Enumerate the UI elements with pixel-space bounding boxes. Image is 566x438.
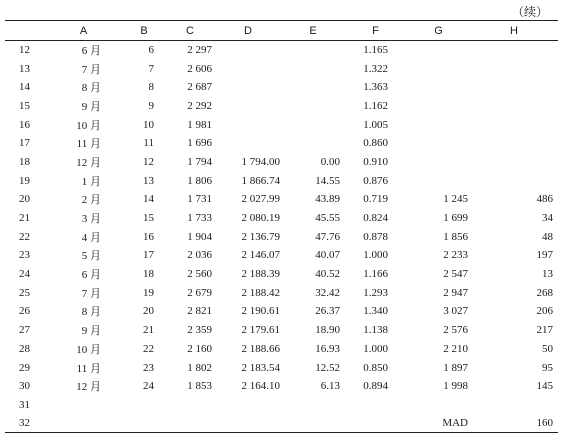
row-number-cell: 15 [19, 99, 30, 112]
cell-g [407, 115, 470, 134]
cell-c: 2 821 [187, 305, 212, 318]
cell-h: 48 [542, 230, 553, 243]
cell-d: 1 794.00 [241, 155, 280, 168]
cell-e [282, 78, 344, 97]
cell-a: 9 月 [81, 100, 101, 113]
cell-f: 1.005 [363, 118, 388, 131]
cell-e: 6.13 [320, 380, 340, 393]
row-number-cell: 22 [19, 230, 30, 243]
row-number-cell: 12 [19, 44, 30, 57]
cell-d: 2 190.61 [241, 305, 280, 318]
table-row [5, 227, 558, 246]
cell-c: 1 696 [187, 137, 212, 150]
cell-e: 40.52 [315, 268, 340, 281]
table-row [5, 153, 558, 172]
cell-e: 16.93 [315, 342, 340, 355]
table-row [5, 283, 558, 302]
cell-d: 2 164.10 [241, 380, 280, 393]
cell-e [282, 414, 344, 433]
cell-e [282, 134, 344, 153]
cell-h [470, 171, 558, 190]
cell-g [407, 41, 470, 60]
cell-f: 1.000 [363, 342, 388, 355]
cell-g: MAD [442, 417, 468, 430]
cell-d: 2 188.66 [241, 342, 280, 355]
cell-g: 2 547 [443, 268, 468, 281]
column-header-f: F [372, 24, 379, 37]
row-number-cell: 29 [19, 361, 30, 374]
cell-g: 2 210 [443, 342, 468, 355]
cell-a: 6 月 [81, 269, 101, 282]
cell-h: 217 [536, 324, 553, 337]
cell-d: 2 080.19 [241, 212, 280, 225]
cell-a: 8 月 [81, 82, 101, 95]
cell-d [214, 41, 282, 60]
cell-f: 0.894 [363, 380, 388, 393]
row-number-cell: 23 [19, 249, 30, 262]
cell-c: 2 606 [187, 62, 212, 75]
cell-d [214, 396, 282, 415]
cell-f: 1.138 [363, 324, 388, 337]
cell-g: 2 233 [443, 249, 468, 262]
cell-c: 2 297 [187, 44, 212, 57]
cell-g: 1 699 [443, 212, 468, 225]
cell-g: 1 245 [443, 193, 468, 206]
cell-g [407, 78, 470, 97]
cell-f: 1.166 [363, 268, 388, 281]
cell-f: 0.719 [363, 193, 388, 206]
row-number-cell: 25 [19, 286, 30, 299]
cell-a: 3 月 [81, 213, 101, 226]
cell-b: 19 [143, 286, 154, 299]
cell-g [407, 171, 470, 190]
cell-h [470, 396, 558, 415]
cell-c: 2 560 [187, 268, 212, 281]
cell-c: 1 904 [187, 230, 212, 243]
cell-h: 145 [536, 380, 553, 393]
cell-d: 2 183.54 [241, 361, 280, 374]
cell-f: 1.162 [363, 99, 388, 112]
cell-a [45, 414, 122, 433]
cell-c: 1 806 [187, 174, 212, 187]
cell-f: 1.322 [363, 62, 388, 75]
cell-c: 1 731 [187, 193, 212, 206]
cell-e: 26.37 [315, 305, 340, 318]
cell-f: 0.824 [363, 212, 388, 225]
row-number-cell: 14 [19, 81, 30, 94]
cell-g [407, 134, 470, 153]
cell-f: 1.363 [363, 81, 388, 94]
row-number-cell: 19 [19, 174, 30, 187]
row-number-cell: 13 [19, 62, 30, 75]
cell-a: 9 月 [81, 325, 101, 338]
cell-a: 1 月 [81, 175, 101, 188]
cell-b: 16 [143, 230, 154, 243]
cell-a: 7 月 [81, 287, 101, 300]
row-number-cell: 28 [19, 342, 30, 355]
cell-d [214, 134, 282, 153]
row-number-header [5, 21, 45, 41]
cell-c: 2 687 [187, 81, 212, 94]
cell-a: 11 月 [76, 138, 101, 151]
cell-d: 2 179.61 [241, 324, 280, 337]
cell-a: 12 月 [76, 381, 101, 394]
cell-b: 23 [143, 361, 154, 374]
cell-a: 2 月 [81, 194, 101, 207]
cell-f: 0.878 [363, 230, 388, 243]
cell-h [470, 115, 558, 134]
table-row [5, 134, 558, 153]
cell-f [344, 414, 407, 433]
cell-a: 6 月 [81, 45, 101, 58]
cell-f [344, 396, 407, 415]
cell-h: 197 [536, 249, 553, 262]
cell-c: 1 794 [187, 155, 212, 168]
row-number-cell: 26 [19, 305, 30, 318]
cell-d: 2 188.39 [241, 268, 280, 281]
cell-b: 15 [143, 212, 154, 225]
cell-b: 18 [143, 268, 154, 281]
cell-c: 2 292 [187, 99, 212, 112]
cell-b: 10 [143, 118, 154, 131]
column-header-g: G [434, 24, 443, 37]
cell-d: 2 188.42 [241, 286, 280, 299]
column-header-a: A [79, 24, 88, 37]
data-table [5, 20, 558, 433]
table-row [5, 340, 558, 359]
cell-b [122, 396, 166, 415]
cell-d: 2 027.99 [241, 193, 280, 206]
cell-e: 40.07 [315, 249, 340, 262]
cell-h: 160 [536, 417, 553, 430]
cell-h: 268 [536, 286, 553, 299]
cell-g: 1 897 [443, 361, 468, 374]
table-row [5, 246, 558, 265]
cell-b [122, 414, 166, 433]
cell-h [470, 134, 558, 153]
cell-b: 14 [143, 193, 154, 206]
cell-h: 486 [536, 193, 553, 206]
table-row [5, 97, 558, 116]
table-row [5, 41, 558, 60]
cell-c [166, 396, 214, 415]
cell-h: 34 [542, 212, 553, 225]
continued-label: （续） [511, 5, 548, 19]
cell-f: 1.293 [363, 286, 388, 299]
row-number-cell: 20 [19, 193, 30, 206]
cell-c: 2 679 [187, 286, 212, 299]
cell-c [166, 414, 214, 433]
column-header-row [5, 21, 558, 41]
cell-c: 1 802 [187, 361, 212, 374]
cell-d: 2 146.07 [241, 249, 280, 262]
cell-h [470, 153, 558, 172]
row-number-cell: 17 [19, 137, 30, 150]
cell-g: 2 947 [443, 286, 468, 299]
cell-e: 12.52 [315, 361, 340, 374]
cell-h: 13 [542, 268, 553, 281]
cell-a: 5 月 [81, 250, 101, 263]
cell-a: 12 月 [76, 156, 101, 169]
cell-h [470, 97, 558, 116]
table-row [5, 59, 558, 78]
cell-h: 95 [542, 361, 553, 374]
cell-g [407, 59, 470, 78]
table-body [5, 41, 558, 433]
cell-b: 22 [143, 342, 154, 355]
cell-e [282, 97, 344, 116]
cell-e: 47.76 [315, 230, 340, 243]
cell-e: 14.55 [315, 174, 340, 187]
cell-e [282, 41, 344, 60]
table-row [5, 78, 558, 97]
cell-c: 2 160 [187, 342, 212, 355]
table-row [5, 190, 558, 209]
row-number-cell: 24 [19, 268, 30, 281]
cell-e: 0.00 [320, 155, 340, 168]
cell-b: 17 [143, 249, 154, 262]
cell-b: 7 [148, 62, 154, 75]
cell-g: 3 027 [443, 305, 468, 318]
table-row [5, 302, 558, 321]
cell-h: 50 [542, 342, 553, 355]
cell-f: 1.000 [363, 249, 388, 262]
cell-b: 21 [143, 324, 154, 337]
row-number-cell: 32 [19, 417, 30, 430]
cell-f: 0.910 [363, 155, 388, 168]
cell-a: 8 月 [81, 306, 101, 319]
cell-f: 1.340 [363, 305, 388, 318]
cell-g: 1 998 [443, 380, 468, 393]
cell-d: 2 136.79 [241, 230, 280, 243]
cell-b: 9 [148, 99, 154, 112]
row-number-cell: 16 [19, 118, 30, 131]
cell-c: 2 036 [187, 249, 212, 262]
cell-f: 0.860 [363, 137, 388, 150]
cell-e: 43.89 [315, 193, 340, 206]
cell-a: 11 月 [76, 362, 101, 375]
table-row [5, 414, 558, 433]
table-row [5, 265, 558, 284]
cell-b: 13 [143, 174, 154, 187]
cell-g: 2 576 [443, 324, 468, 337]
cell-g: 1 856 [443, 230, 468, 243]
column-header-c: C [186, 24, 194, 37]
cell-e: 18.90 [315, 324, 340, 337]
cell-e: 45.55 [315, 212, 340, 225]
cell-c: 1 981 [187, 118, 212, 131]
table-row [5, 321, 558, 340]
table-row [5, 171, 558, 190]
column-header-h: H [510, 24, 518, 37]
cell-b: 6 [148, 44, 154, 57]
cell-f: 0.850 [363, 361, 388, 374]
cell-f: 1.165 [363, 44, 388, 57]
cell-g [407, 153, 470, 172]
cell-e: 32.42 [315, 286, 340, 299]
cell-d [214, 115, 282, 134]
row-number-cell: 31 [19, 398, 30, 411]
cell-d [214, 97, 282, 116]
cell-g [407, 396, 470, 415]
cell-d: 1 866.74 [241, 174, 280, 187]
table-row [5, 377, 558, 396]
cell-a [45, 396, 122, 415]
cell-e [282, 59, 344, 78]
cell-h [470, 78, 558, 97]
cell-h [470, 41, 558, 60]
cell-d [214, 78, 282, 97]
table-row [5, 115, 558, 134]
column-header-d: D [244, 24, 252, 37]
cell-d [214, 414, 282, 433]
row-number-cell: 30 [19, 380, 30, 393]
cell-a: 10 月 [76, 343, 101, 356]
row-number-cell: 21 [19, 212, 30, 225]
cell-f: 0.876 [363, 174, 388, 187]
column-header-e: E [309, 24, 317, 37]
cell-b: 12 [143, 155, 154, 168]
table-row [5, 396, 558, 415]
cell-e [282, 396, 344, 415]
row-number-cell: 18 [19, 155, 30, 168]
cell-g [407, 97, 470, 116]
cell-d [214, 59, 282, 78]
cell-b: 24 [143, 380, 154, 393]
cell-a: 7 月 [81, 63, 101, 76]
cell-h: 206 [536, 305, 553, 318]
column-header-b: B [140, 24, 148, 37]
cell-a: 4 月 [81, 231, 101, 244]
cell-c: 1 733 [187, 212, 212, 225]
cell-e [282, 115, 344, 134]
row-number-cell: 27 [19, 324, 30, 337]
table-row [5, 209, 558, 228]
cell-a: 10 月 [76, 119, 101, 132]
cell-c: 1 853 [187, 380, 212, 393]
cell-c: 2 359 [187, 324, 212, 337]
cell-b: 11 [143, 137, 154, 150]
cell-b: 20 [143, 305, 154, 318]
table-row [5, 358, 558, 377]
cell-b: 8 [148, 81, 154, 94]
cell-h [470, 59, 558, 78]
